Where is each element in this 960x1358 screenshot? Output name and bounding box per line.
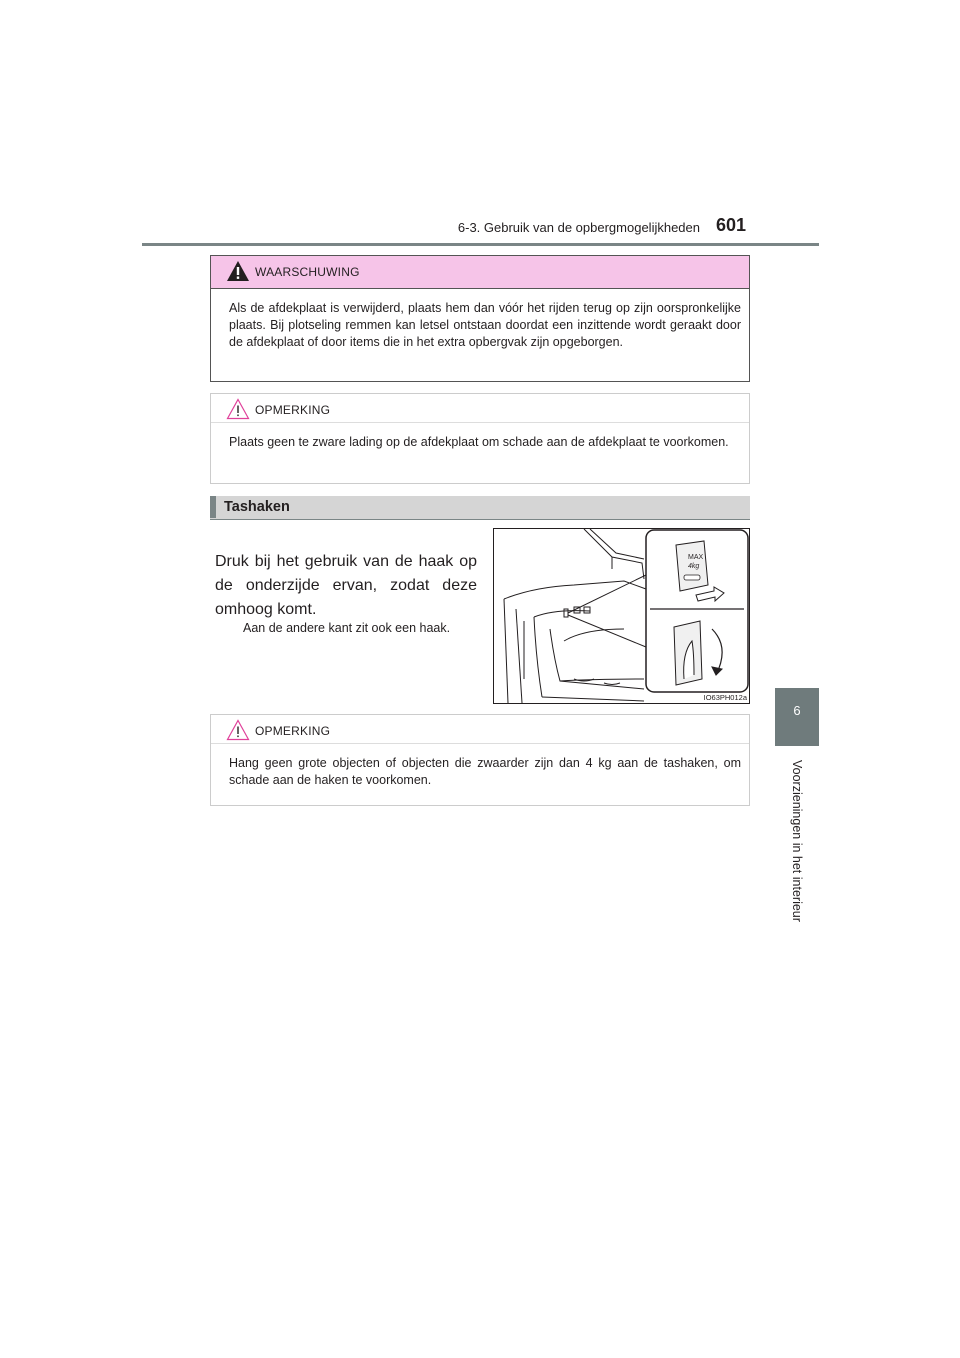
instruction-text: Druk bij het gebruik van de haak op de onderzijde ervan, zodat deze omhoog komt. <box>215 553 477 618</box>
chapter-tab: 6 <box>775 688 819 746</box>
warning-box <box>210 255 750 382</box>
weight-label: 4kg <box>688 563 700 570</box>
warning-label: WAARSCHUWING <box>255 265 360 279</box>
section-accent <box>210 496 216 518</box>
bag-hook-illustration <box>493 528 750 704</box>
running-header-section: 6-3. Gebruik van de opbergmogelijkheden <box>457 220 700 235</box>
warning-header <box>211 256 749 289</box>
section-heading-bar <box>210 496 750 520</box>
note-header-2 <box>211 715 749 744</box>
page-number: 601 <box>716 215 747 235</box>
chapter-title-text: Voorzieningen in het interieur <box>790 760 804 922</box>
illustration-id: IO63PH012a <box>703 693 747 702</box>
max-label: MAX <box>688 554 704 561</box>
note-label-2: OPMERKING <box>255 724 331 738</box>
note-box-hooks <box>210 714 750 806</box>
note-text: Plaats geen te zware lading op de afdekplaat om schade aan de afdekplaat te voorkomen. <box>229 435 729 449</box>
warning-text: Als de afdekplaat is verwijderd, plaats hem dan vóór het rijden terug op zijn oorspronkelijke plaats. Bij plotseling remmen kan letsel ontstaan doordat een inzittende wordt geraakt door de afdekplaat of door items die in het extra opbergvak zijn opgeborgen. <box>229 301 741 349</box>
chapter-title-vertical <box>772 760 822 1040</box>
caution-triangle-icon <box>226 398 250 420</box>
section-title: Tashaken <box>224 499 290 515</box>
instruction-note: Aan de andere kant zit ook een haak. <box>243 621 451 635</box>
trunk-drawing <box>494 529 749 703</box>
note-label: OPMERKING <box>255 403 331 417</box>
warning-triangle-icon <box>226 260 250 282</box>
note-header <box>211 394 749 423</box>
header-rule <box>142 243 819 246</box>
caution-triangle-icon <box>226 719 250 741</box>
note-text-2: Hang geen grote objecten of objecten die zwaarder zijn dan 4 kg aan de tashaken, om schade aan de haken te voorkomen. <box>229 756 741 787</box>
note-box-cover <box>210 393 750 484</box>
